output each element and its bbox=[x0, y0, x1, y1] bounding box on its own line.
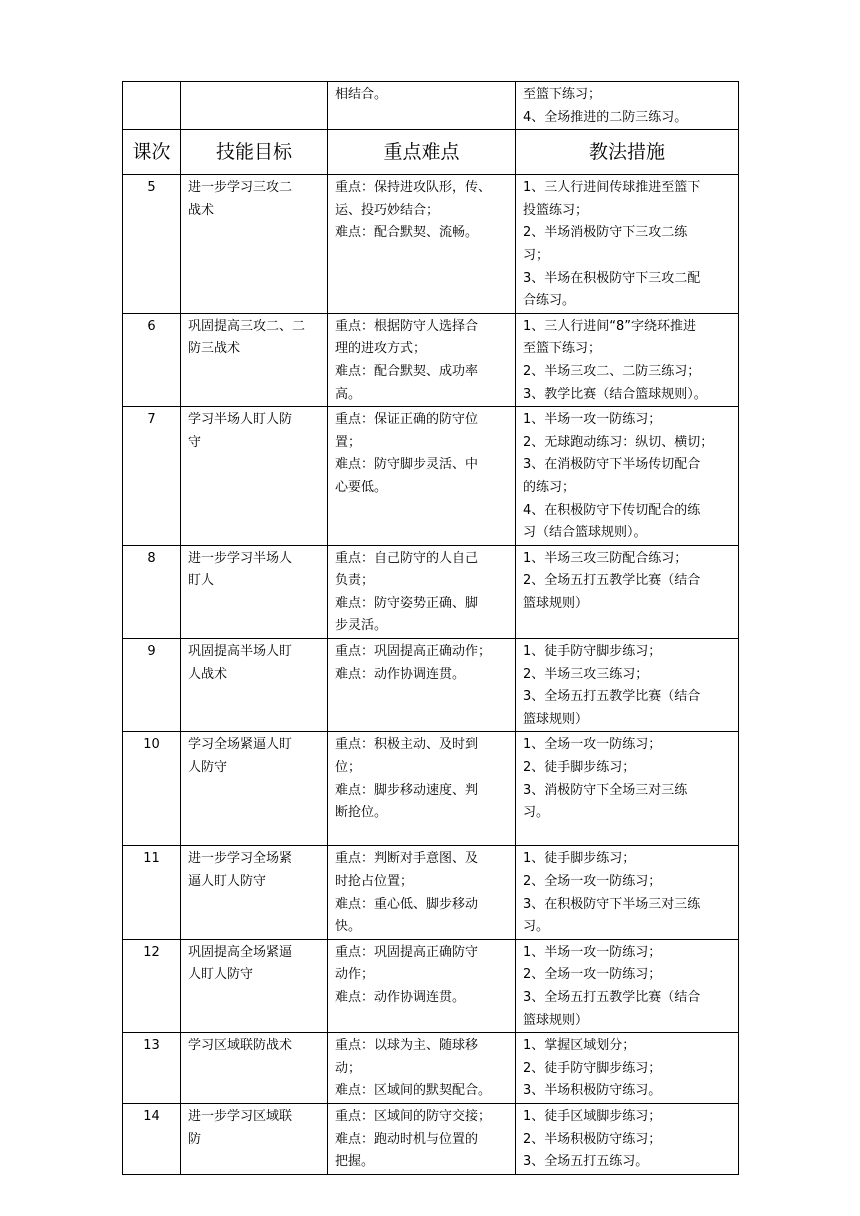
methods-line: 3、半场积极防守练习。 bbox=[523, 1083, 662, 1099]
key-points-line: 难点：动作协调连贯。 bbox=[335, 666, 466, 682]
lesson-row bbox=[123, 1103, 739, 1174]
key-points-cell bbox=[328, 732, 516, 846]
key-points-line: 位； bbox=[335, 760, 362, 776]
methods-line: 2、全场一攻一防练习； bbox=[523, 967, 662, 983]
lesson-number: 13 bbox=[123, 1033, 181, 1104]
continuation-num-cell bbox=[123, 82, 181, 130]
key-points-line: 置； bbox=[335, 434, 362, 450]
skill-goal-line: 人盯人防守 bbox=[188, 967, 254, 983]
key-points-line: 难点：防守姿势正确、脚 bbox=[335, 595, 479, 611]
methods-line: 3、半场在积极防守下三攻二配 bbox=[523, 270, 701, 286]
methods-line: 篮球规则） bbox=[523, 595, 589, 611]
lesson-number: 8 bbox=[123, 545, 181, 638]
methods-line: 至篮下练习； bbox=[523, 341, 602, 357]
lesson-number: 5 bbox=[123, 175, 181, 314]
methods-cell bbox=[516, 639, 739, 732]
methods-line: 习（结合篮球规则）。 bbox=[523, 525, 647, 541]
methods-line: 1、三人行进间“8”字绕环推进 bbox=[523, 318, 697, 334]
methods-line: 篮球规则） bbox=[523, 1012, 589, 1028]
methods-cell bbox=[516, 545, 739, 638]
methods-line: 2、半场积极防守练习； bbox=[523, 1131, 662, 1147]
lesson-row bbox=[123, 939, 739, 1032]
skill-goal-line: 逼人盯人防守 bbox=[188, 874, 267, 890]
key-points-line: 难点：防守脚步灵活、中 bbox=[335, 457, 479, 473]
skill-goal-line: 战术 bbox=[188, 202, 215, 218]
key-points-line: 把握。 bbox=[335, 1154, 375, 1170]
key-points-line: 步灵活。 bbox=[335, 618, 388, 634]
methods-line: 1、半场一攻一防练习； bbox=[523, 944, 662, 960]
skill-goal-line: 进一步学习半场人 bbox=[188, 550, 293, 566]
methods-line: 合练习。 bbox=[523, 293, 576, 309]
skill-goal-line: 学习全场紧逼人盯 bbox=[188, 737, 293, 753]
skill-goal-line: 防三战术 bbox=[188, 341, 241, 357]
key-points-line: 重点：判断对手意图、及 bbox=[335, 851, 479, 867]
lesson-row bbox=[123, 313, 739, 406]
key-points-line: 时抢占位置； bbox=[335, 874, 414, 890]
lesson-row bbox=[123, 639, 739, 732]
methods-line: 3、在消极防守下半场传切配合 bbox=[523, 457, 701, 473]
methods-line: 1、掌握区域划分； bbox=[523, 1038, 636, 1054]
methods-line: 2、全场五打五教学比赛（结合 bbox=[523, 573, 701, 589]
skill-goal-line: 进一步学习三攻二 bbox=[188, 180, 293, 196]
key-points-cell bbox=[328, 639, 516, 732]
methods-line: 3、全场五打五练习。 bbox=[523, 1154, 649, 1170]
key-points-cell bbox=[328, 846, 516, 939]
skill-goal-cell bbox=[181, 732, 328, 846]
continuation-focus-line: 相结合。 bbox=[335, 87, 388, 102]
methods-line: 1、徒手脚步练习； bbox=[523, 851, 636, 867]
methods-line: 3、在积极防守下半场三对三练 bbox=[523, 896, 701, 912]
methods-line: 1、三人行进间传球推进至篮下 bbox=[523, 180, 701, 196]
key-points-line: 理的进攻方式； bbox=[335, 341, 427, 357]
methods-line: 3、全场五打五教学比赛（结合 bbox=[523, 689, 701, 705]
methods-line: 3、消极防守下全场三对三练 bbox=[523, 782, 688, 798]
methods-line: 2、徒手防守脚步练习； bbox=[523, 1060, 662, 1076]
key-points-line: 重点：根据防守人选择合 bbox=[335, 318, 479, 334]
methods-line: 习。 bbox=[523, 805, 550, 821]
skill-goal-cell bbox=[181, 939, 328, 1032]
methods-cell bbox=[516, 846, 739, 939]
lesson-row bbox=[123, 1033, 739, 1104]
lesson-plan-table bbox=[122, 81, 739, 1175]
lesson-number: 9 bbox=[123, 639, 181, 732]
key-points-line: 快。 bbox=[335, 919, 362, 935]
skill-goal-line: 巩固提高半场人盯 bbox=[188, 644, 293, 660]
skill-goal-line: 巩固提高全场紧逼 bbox=[188, 944, 293, 960]
methods-line: 1、全场一攻一防练习； bbox=[523, 737, 662, 753]
methods-line: 投篮练习； bbox=[523, 202, 589, 218]
key-points-line: 难点：重心低、脚步移动 bbox=[335, 896, 479, 912]
header-methods: 教法措施 bbox=[516, 130, 739, 175]
header-skill-goal: 技能目标 bbox=[181, 130, 328, 175]
skill-goal-cell bbox=[181, 545, 328, 638]
key-points-cell bbox=[328, 175, 516, 314]
continuation-methods-cell bbox=[516, 82, 739, 130]
lesson-number: 11 bbox=[123, 846, 181, 939]
methods-line: 习； bbox=[523, 247, 550, 263]
key-points-line: 难点：配合默契、成功率 bbox=[335, 363, 479, 379]
header-key-points: 重点难点 bbox=[328, 130, 516, 175]
methods-cell bbox=[516, 1103, 739, 1174]
key-points-line: 高。 bbox=[335, 386, 362, 402]
skill-goal-line: 巩固提高三攻二、二 bbox=[188, 318, 306, 334]
key-points-line: 重点：巩固提高正确防守 bbox=[335, 944, 479, 960]
continuation-focus-cell bbox=[328, 82, 516, 130]
skill-goal-cell bbox=[181, 407, 328, 546]
lesson-row bbox=[123, 407, 739, 546]
methods-cell bbox=[516, 407, 739, 546]
skill-goal-cell bbox=[181, 175, 328, 314]
skill-goal-cell bbox=[181, 846, 328, 939]
key-points-line: 运、投巧妙结合； bbox=[335, 202, 440, 218]
key-points-line: 心要低。 bbox=[335, 479, 388, 495]
methods-line: 3、全场五打五教学比赛（结合 bbox=[523, 990, 701, 1005]
key-points-cell bbox=[328, 939, 516, 1032]
methods-line: 2、半场三攻三练习； bbox=[523, 666, 649, 682]
lesson-number: 6 bbox=[123, 313, 181, 406]
continuation-row bbox=[123, 82, 739, 130]
key-points-line: 断抢位。 bbox=[335, 805, 388, 821]
methods-cell bbox=[516, 732, 739, 846]
skill-goal-line: 守 bbox=[188, 434, 202, 450]
skill-goal-cell bbox=[181, 1033, 328, 1104]
key-points-line: 难点：动作协调连贯。 bbox=[335, 990, 466, 1005]
methods-cell bbox=[516, 175, 739, 314]
lesson-row bbox=[123, 545, 739, 638]
key-points-line: 重点：保证正确的防守位 bbox=[335, 412, 479, 428]
key-points-cell bbox=[328, 545, 516, 638]
methods-cell bbox=[516, 1033, 739, 1104]
key-points-line: 难点：脚步移动速度、判 bbox=[335, 782, 479, 798]
methods-line: 1、半场三攻三防配合练习； bbox=[523, 550, 688, 566]
header-row bbox=[123, 130, 739, 175]
methods-line: 1、徒手防守脚步练习； bbox=[523, 644, 662, 660]
skill-goal-cell bbox=[181, 313, 328, 406]
methods-line: 1、半场一攻一防练习； bbox=[523, 412, 662, 428]
skill-goal-line: 进一步学习区域联 bbox=[188, 1108, 293, 1124]
continuation-methods-line: 4、全场推进的二防三练习。 bbox=[523, 109, 688, 125]
methods-line: 1、徒手区域脚步练习； bbox=[523, 1108, 662, 1124]
key-points-line: 动； bbox=[335, 1060, 362, 1076]
methods-line: 2、半场消极防守下三攻二练 bbox=[523, 225, 688, 241]
skill-goal-line: 人防守 bbox=[188, 760, 228, 776]
methods-line: 2、徒手脚步练习； bbox=[523, 760, 636, 776]
skill-goal-line: 防 bbox=[188, 1131, 202, 1147]
key-points-line: 重点：自己防守的人自己 bbox=[335, 550, 479, 566]
skill-goal-cell bbox=[181, 639, 328, 732]
skill-goal-line: 学习半场人盯人防 bbox=[188, 412, 293, 428]
lesson-row bbox=[123, 846, 739, 939]
skill-goal-line: 人战术 bbox=[188, 666, 228, 682]
methods-line: 2、半场三攻二、二防三练习； bbox=[523, 363, 701, 379]
lesson-plan-body bbox=[123, 82, 739, 1175]
header-lesson: 课次 bbox=[123, 130, 181, 175]
key-points-line: 难点：跑动时机与位置的 bbox=[335, 1131, 479, 1147]
key-points-line: 动作； bbox=[335, 967, 375, 983]
key-points-line: 重点：区域间的防守交接； bbox=[335, 1108, 492, 1124]
lesson-number: 10 bbox=[123, 732, 181, 846]
lesson-number: 7 bbox=[123, 407, 181, 546]
key-points-line: 重点：积极主动、及时到 bbox=[335, 737, 479, 753]
lesson-row bbox=[123, 732, 739, 846]
lesson-number: 12 bbox=[123, 939, 181, 1032]
methods-line: 3、教学比赛（结合篮球规则）。 bbox=[523, 386, 707, 402]
methods-line: 4、在积极防守下传切配合的练 bbox=[523, 502, 701, 518]
methods-line: 的练习； bbox=[523, 479, 576, 495]
continuation-goal-cell bbox=[181, 82, 328, 130]
methods-cell bbox=[516, 313, 739, 406]
key-points-line: 重点：巩固提高正确动作； bbox=[335, 644, 492, 660]
methods-line: 2、无球跑动练习：纵切、横切； bbox=[523, 434, 714, 450]
key-points-line: 难点：区域间的默契配合。 bbox=[335, 1083, 492, 1099]
key-points-line: 重点：以球为主、随球移 bbox=[335, 1038, 479, 1054]
methods-cell bbox=[516, 939, 739, 1032]
key-points-line: 负责； bbox=[335, 573, 375, 589]
methods-line: 篮球规则） bbox=[523, 711, 589, 727]
skill-goal-cell bbox=[181, 1103, 328, 1174]
skill-goal-line: 学习区域联防战术 bbox=[188, 1038, 293, 1054]
lesson-number: 14 bbox=[123, 1103, 181, 1174]
key-points-line: 难点：配合默契、流畅。 bbox=[335, 225, 479, 241]
methods-line: 习。 bbox=[523, 919, 550, 935]
skill-goal-line: 盯人 bbox=[188, 573, 215, 589]
continuation-methods-line: 至篮下练习； bbox=[523, 87, 602, 102]
skill-goal-line: 进一步学习全场紧 bbox=[188, 851, 293, 867]
key-points-cell bbox=[328, 1033, 516, 1104]
lesson-row bbox=[123, 175, 739, 314]
key-points-cell bbox=[328, 407, 516, 546]
key-points-cell bbox=[328, 1103, 516, 1174]
methods-line: 2、全场一攻一防练习； bbox=[523, 874, 662, 890]
key-points-line: 重点：保持进攻队形，传、 bbox=[335, 180, 492, 196]
key-points-cell bbox=[328, 313, 516, 406]
